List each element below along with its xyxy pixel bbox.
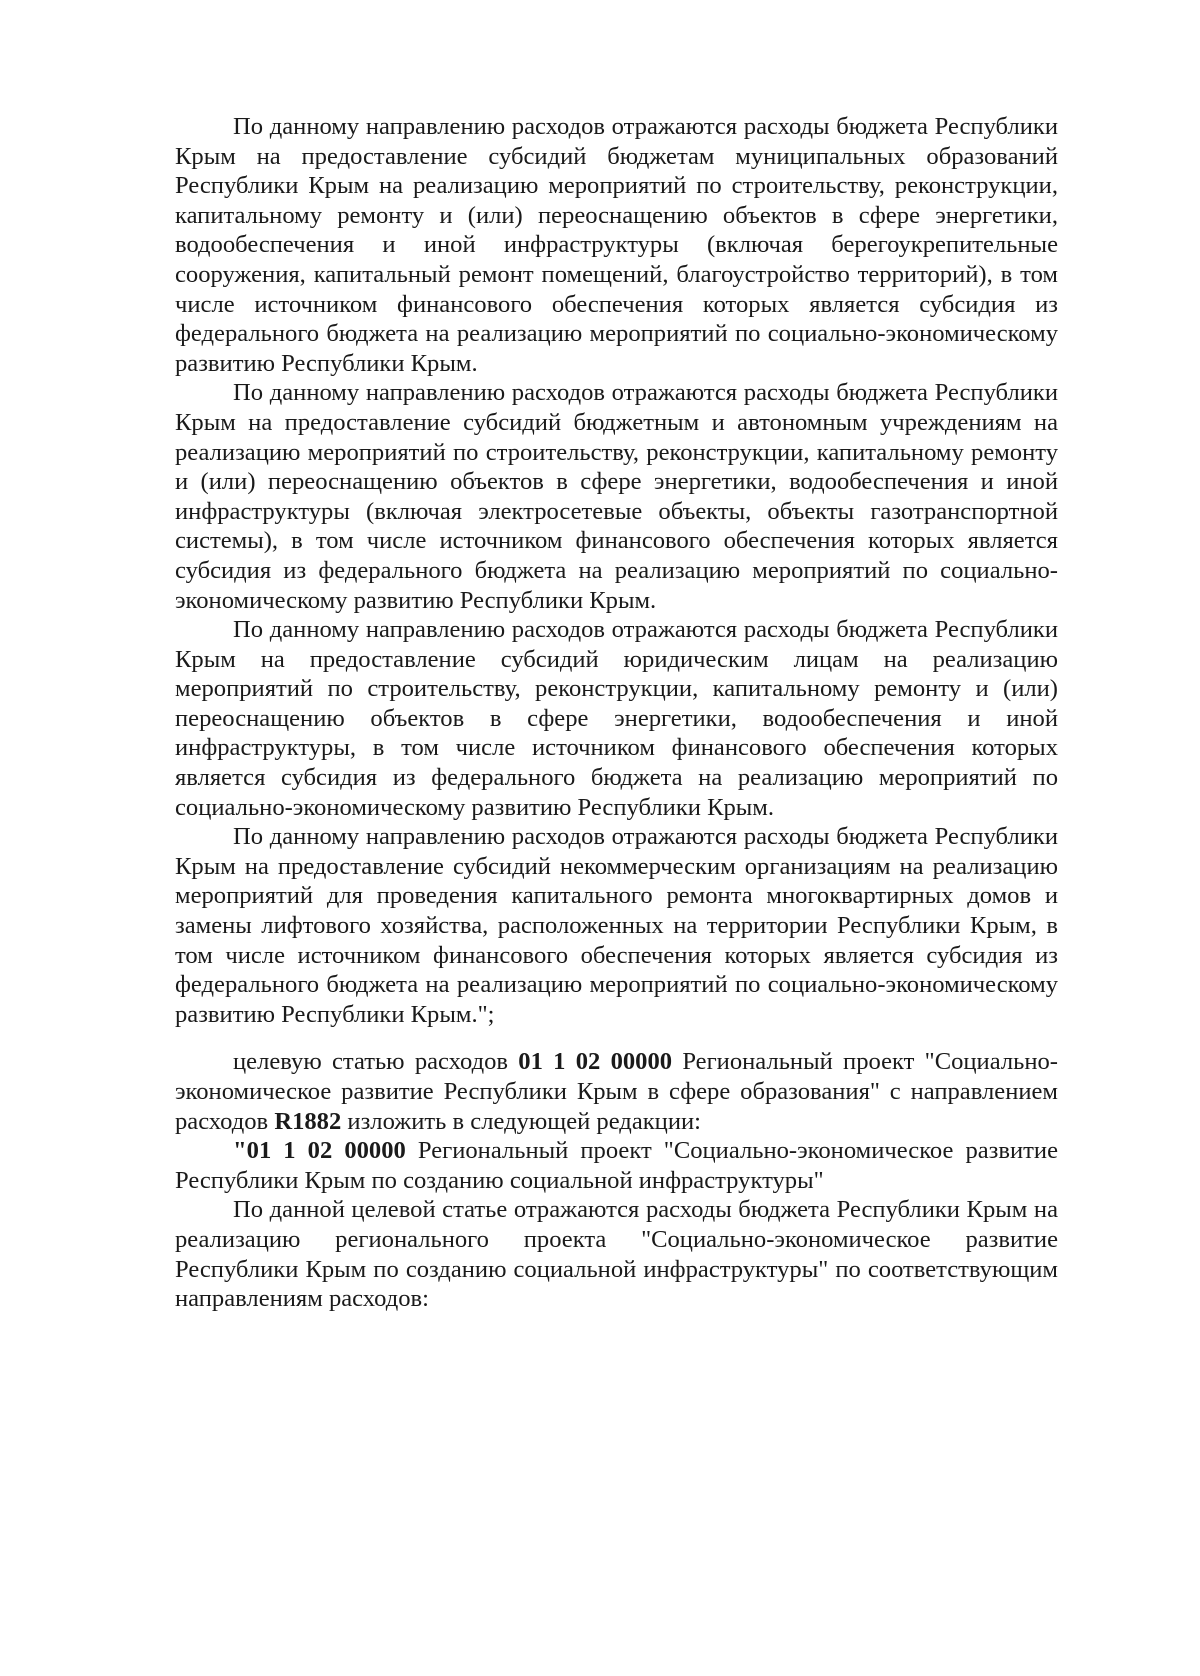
paragraph-legal-entity-subsidies: По данному направлению расходов отражаются расходы бюджета Республики Крым на предоставление субсидий юридическим лицам на реализацию мероприятий по строительству, реконструкции, капитальному ремонту и (или) переоснащению объектов в сфере энергетики, водообеспечения и иной инфраструктуры, в том числе источником финансового обеспечения которых является субсидия из федерального бюджета на реализацию мероприятий по социально-экономическому развитию Республики Крым. bbox=[175, 616, 1058, 821]
document-page bbox=[175, 112, 1058, 1314]
paragraph-institution-subsidies: По данному направлению расходов отражаются расходы бюджета Республики Крым на предоставление субсидий бюджетным и автономным учреждениям на реализацию мероприятий по строительству, реконструкции, капитальному ремонту и (или) переоснащению объектов в сфере энергетики, водообеспечения и иной инфраструктуры (включая электросетевые объекты, объекты газотранспортной системы), в том числе источником финансового обеспечения которых является субсидия из федерального бюджета на реализацию мероприятий по социально-экономическому развитию Республики Крым. bbox=[175, 379, 1058, 614]
paragraph-nonprofit-subsidies: По данному направлению расходов отражаются расходы бюджета Республики Крым на предоставление субсидий некоммерческим организациям на реализацию мероприятий для проведения капитального ремонта многоквартирных домов и замены лифтового хозяйства, расположенных на территории Республики Крым, в том числе источником финансового обеспечения которых является субсидия из федерального бюджета на реализацию мероприятий по социально-экономическому развитию Республики Крым."; bbox=[175, 823, 1058, 1028]
paragraph-municipal-subsidies: По данному направлению расходов отражаются расходы бюджета Республики Крым на предоставление субсидий бюджетам муниципальных образований Республики Крым на реализацию мероприятий по строительству, реконструкции, капитальному ремонту и (или) переоснащению объектов в сфере энергетики, водообеспечения и иной инфраструктуры (включая берегоукрепительные сооружения, капитальный ремонт помещений, благоустройство территорий), в том числе источником финансового обеспечения которых является субсидия из федерального бюджета на реализацию мероприятий по социально-экономическому развитию Республики Крым. bbox=[175, 113, 1058, 377]
new-item-prefix: " bbox=[233, 1137, 247, 1165]
new-item-title: Региональный проект "Социально-экономическое развитие Республики Крым по созданию социальной инфраструктуры" bbox=[175, 1137, 1058, 1194]
expense-direction-code: R1882 bbox=[274, 1107, 342, 1135]
amendment-paragraph bbox=[175, 1047, 1058, 1136]
new-item-paragraph bbox=[175, 1136, 1058, 1195]
amendment-text-1: целевую статью расходов bbox=[233, 1048, 519, 1076]
amendment-text-2: Региональный проект "Социально-экономическое развитие Республики Крым в сфере образования" с направлением расходов bbox=[175, 1048, 1058, 1135]
final-paragraph: По данной целевой статье отражаются расходы бюджета Республики Крым на реализацию регионального проекта "Социально-экономическое развитие Республики Крым по созданию социальной инфраструктуры" по соответствующим направлениям расходов: bbox=[175, 1196, 1058, 1313]
new-item-code: 01 1 02 00000 bbox=[246, 1137, 406, 1165]
amendment-text-3: изложить в следующей редакции: bbox=[341, 1107, 702, 1135]
target-article-code: 01 1 02 00000 bbox=[518, 1048, 673, 1076]
